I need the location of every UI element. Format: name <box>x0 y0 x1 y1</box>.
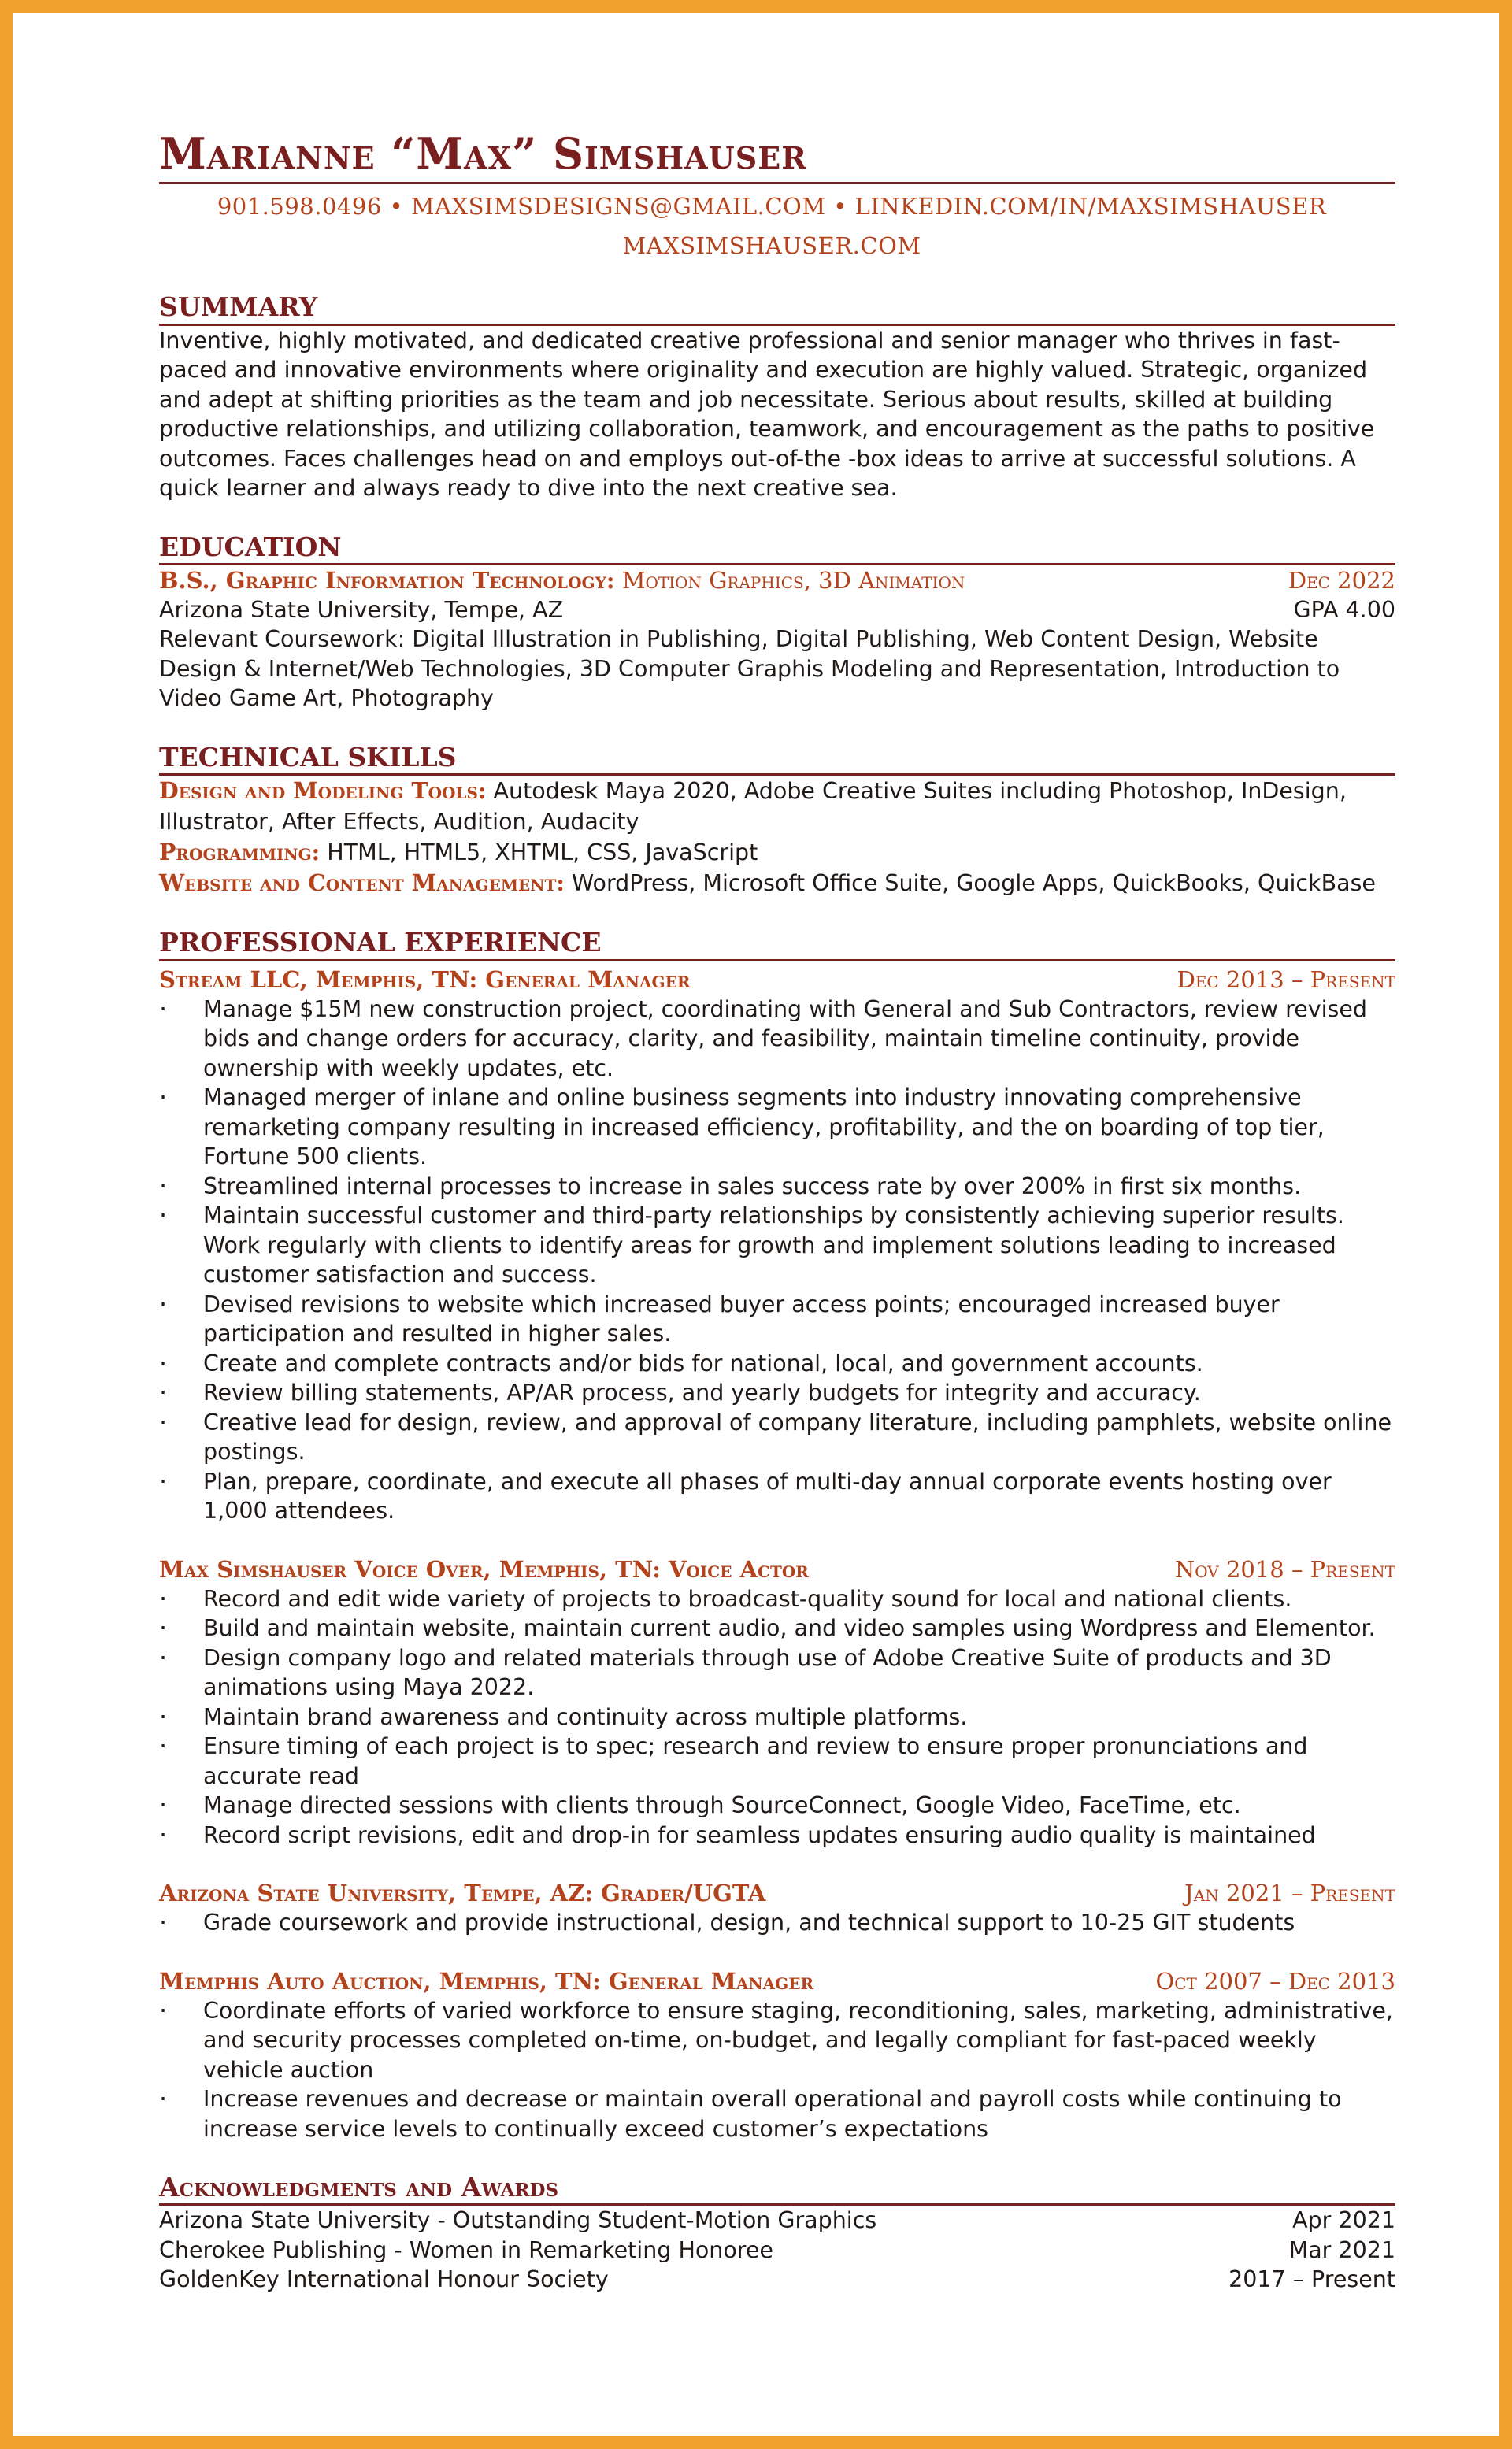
job-date: Dec 2013 – Present <box>1177 965 1395 993</box>
experience-title: PROFESSIONAL EXPERIENCE <box>159 927 602 958</box>
award-row <box>148 2206 1395 2236</box>
list-item: · Plan, prepare, coordinate, and execute all phases of multi-day annual corporate events hosting over 1,000 attendees. <box>159 1467 1395 1526</box>
education-section <box>148 533 1395 713</box>
resume-header <box>148 128 1395 263</box>
job-bullets <box>148 995 1395 1526</box>
contact-line-2: MAXSIMSHAUSER.COM <box>622 232 921 260</box>
resume-content <box>148 128 1395 2295</box>
award-row <box>148 2265 1395 2295</box>
degree-name: B.S., Graphic Information Technology: <box>159 566 615 594</box>
list-item: · Managed merger of inlane and online business segments into industry innovating comprehensive remarketing company resulting in increased efficiency, profitability, and the on boarding of top tier, Fortune 500 clients. <box>159 1083 1395 1172</box>
gpa: GPA 4.00 <box>1293 596 1395 623</box>
list-item: · Record and edit wide variety of projects to broadcast-quality sound for local and national clients. <box>159 1584 1395 1614</box>
school-row <box>148 595 1395 625</box>
school-name: Arizona State University, Tempe, AZ <box>159 596 564 623</box>
job-header <box>148 965 1395 995</box>
name-divider <box>159 182 1395 184</box>
skill-value: WordPress, Microsoft Office Suite, Google Apps, QuickBooks, QuickBase <box>572 870 1376 897</box>
list-item: · Coordinate efforts of varied workforce to ensure staging, reconditioning, sales, marketing, administrative, and security processes completed on-time, on-budget, and legally compliant for fast-paced weekly vehicle auction <box>159 1996 1395 2085</box>
awards-title: Acknowledgments and Awards <box>159 2172 559 2203</box>
job-date: Nov 2018 – Present <box>1174 1555 1395 1583</box>
job-header <box>148 1554 1395 1584</box>
job-heading: Max Simshauser Voice Over, Memphis, TN: Voice Actor <box>159 1555 809 1583</box>
list-item: · Devised revisions to website which increased buyer access points; encouraged increased buyer participation and resulted in higher sales. <box>159 1290 1395 1349</box>
skill-label: Design and Modeling Tools: <box>159 777 487 805</box>
list-item: · Maintain brand awareness and continuity across multiple platforms. <box>159 1702 1395 1732</box>
list-item: · Increase revenues and decrease or maintain overall operational and payroll costs while continuing to increase service levels to continually exceed customer’s expectations <box>159 2084 1395 2143</box>
coursework: Relevant Coursework: Digital Illustration in Publishing, Digital Publishing, Web Content Design, Website Design & Internet/Web Technologies, 3D Computer Graphis Modeling and Representation, Introduction to Video Game Art, Photography <box>159 626 1340 712</box>
degree-date: Dec 2022 <box>1288 566 1395 594</box>
job-heading: Arizona State University, Tempe, AZ: Grader/UGTA <box>159 1880 766 1907</box>
list-item: · Ensure timing of each project is to spec; research and review to ensure proper pronunciations and accurate read <box>159 1732 1395 1791</box>
list-item: · Manage $15M new construction project, coordinating with General and Sub Contractors, review revised bids and change orders for accuracy, clarity, and feasibility, maintain timeline continuity, provide ownership with weekly updates, etc. <box>159 995 1395 1084</box>
candidate-name: Marianne “Max” Simshauser <box>159 128 807 179</box>
list-item: · Manage directed sessions with clients through SourceConnect, Google Video, FaceTime, etc. <box>159 1791 1395 1821</box>
awards-section <box>148 2173 1395 2295</box>
list-item: · Create and complete contracts and/or bids for national, local, and government accounts. <box>159 1349 1395 1379</box>
section-divider <box>159 959 1395 961</box>
skill-row-design <box>148 776 1395 837</box>
skills-section <box>148 743 1395 898</box>
award-name: GoldenKey International Honour Society <box>159 2266 609 2293</box>
degree-row <box>148 565 1395 595</box>
job-heading: Memphis Auto Auction, Memphis, TN: General Manager <box>159 1967 814 1995</box>
list-item: · Record script revisions, edit and drop-in for seamless updates ensuring audio quality is maintained <box>159 1821 1395 1851</box>
degree-focus: Motion Graphics, 3D Animation <box>621 566 965 594</box>
job-memphis-auto-auction <box>148 1966 1395 2144</box>
skill-label: Website and Content Management: <box>159 869 565 897</box>
award-date: Apr 2021 <box>1292 2207 1395 2234</box>
job-bullets <box>148 1584 1395 1851</box>
skill-row-web <box>148 868 1395 898</box>
summary-title: SUMMARY <box>159 291 318 323</box>
list-item: · Review billing statements, AP/AR process, and yearly budgets for integrity and accuracy. <box>159 1378 1395 1408</box>
job-asu-grader <box>148 1878 1395 1938</box>
award-date: 2017 – Present <box>1228 2266 1395 2293</box>
experience-section <box>148 928 1395 2143</box>
skills-title: TECHNICAL SKILLS <box>159 741 457 772</box>
list-item: · Streamlined internal processes to increase in sales success rate by over 200% in first six months. <box>159 1172 1395 1202</box>
skill-value: Autodesk Maya 2020, Adobe Creative Suites including Photoshop, InDesign, Illustrator, After Effects, Audition, Audacity <box>159 778 1347 835</box>
job-date: Jan 2021 – Present <box>1184 1880 1395 1907</box>
education-title: EDUCATION <box>159 531 342 562</box>
award-name: Cherokee Publishing - Women in Remarketing Honoree <box>159 2236 773 2263</box>
award-row <box>148 2236 1395 2266</box>
list-item: · Maintain successful customer and third-party relationships by consistently achieving superior results. Work regularly with clients to identify areas for growth and implement solutions leading to increased customer satisfaction and success. <box>159 1201 1395 1290</box>
job-heading: Stream LLC, Memphis, TN: General Manager <box>159 965 691 993</box>
contact-line-1: 901.598.0496 • MAXSIMSDESIGNS@GMAIL.COM • LINKEDIN.COM/IN/MAXSIMSHAUSER <box>217 193 1327 220</box>
job-bullets <box>148 1996 1395 2144</box>
job-header <box>148 1966 1395 1996</box>
list-item: · Creative lead for design, review, and approval of company literature, including pamphlets, website online postings. <box>159 1408 1395 1467</box>
job-stream-llc <box>148 965 1395 1526</box>
skill-row-programming <box>148 837 1395 868</box>
list-item: · Design company logo and related materials through use of Adobe Creative Suite of products and 3D animations using Maya 2022. <box>159 1643 1395 1702</box>
summary-section <box>148 293 1395 502</box>
award-name: Arizona State University - Outstanding Student-Motion Graphics <box>159 2207 877 2234</box>
list-item: · Build and maintain website, maintain current audio, and video samples using Wordpress and Elementor. <box>159 1614 1395 1643</box>
summary-text: Inventive, highly motivated, and dedicated creative professional and senior manager who thrives in fast-paced and innovative environments where originality and execution are highly valued. Strategic, organized and adept at shifting priorities as the team and job necessitate. Serious about results, skilled at building productive relationships, and utilizing collaboration, teamwork, and encouragement as the paths to positive outcomes. Faces challenges head on and employs out-of-the -box ideas to arrive at successful solutions. A quick learner and always ready to dive into the next creative sea. <box>159 327 1375 502</box>
skill-value: HTML, HTML5, XHTML, CSS, JavaScript <box>327 839 758 866</box>
skill-label: Programming: <box>159 839 321 866</box>
job-voice-over <box>148 1554 1395 1851</box>
list-item: · Grade coursework and provide instructional, design, and technical support to 10-25 GIT students <box>159 1908 1395 1938</box>
job-header <box>148 1878 1395 1908</box>
award-date: Mar 2021 <box>1288 2236 1395 2263</box>
job-date: Oct 2007 – Dec 2013 <box>1155 1967 1395 1995</box>
job-bullets <box>148 1908 1395 1938</box>
